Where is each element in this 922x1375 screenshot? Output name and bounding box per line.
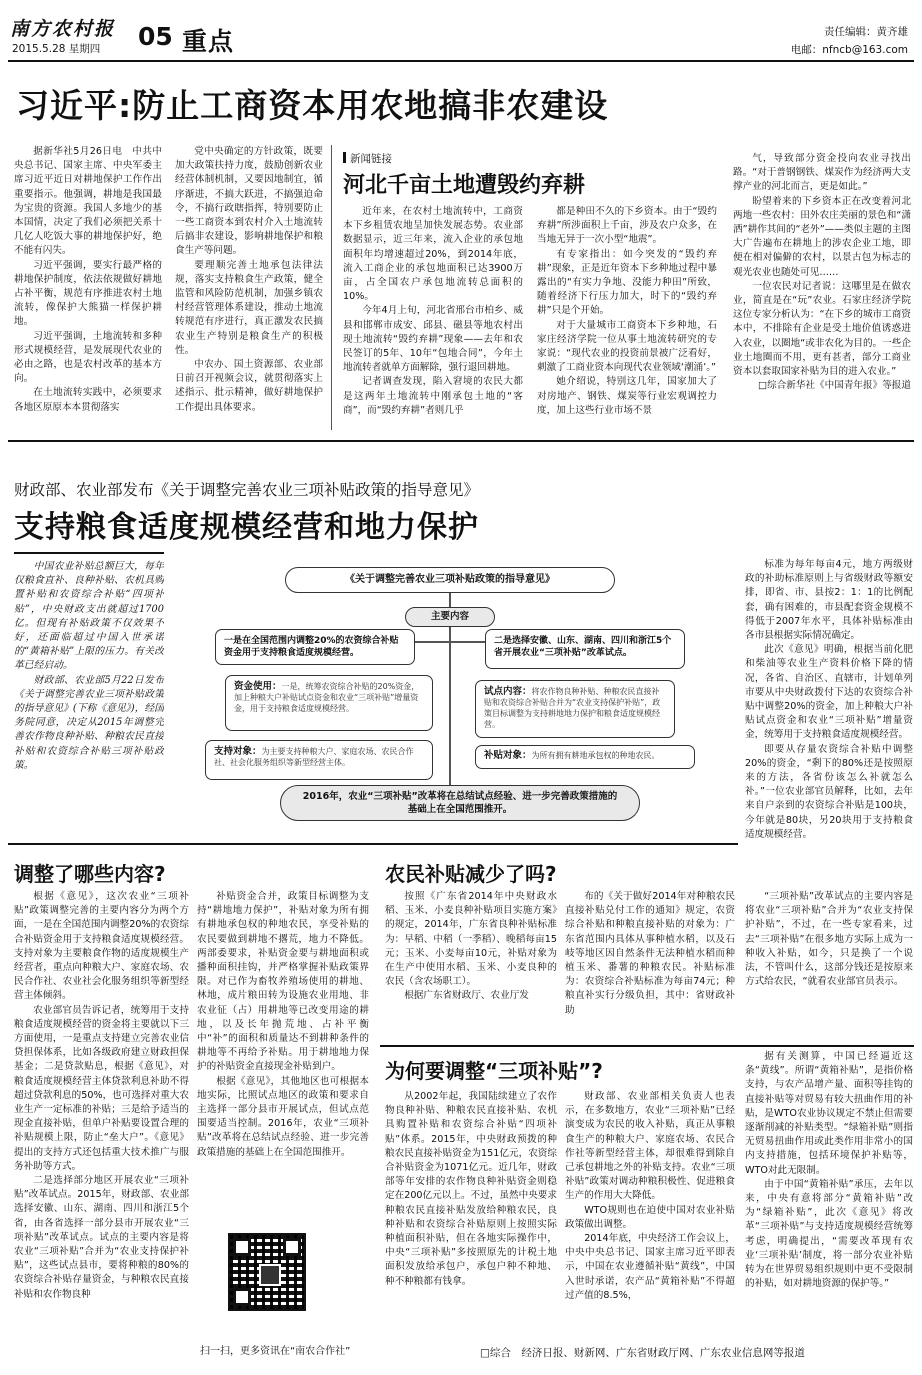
section-rule (8, 440, 914, 442)
diagram-bottom-text: 2016年，农业“三项补贴”改革将在总结试点经验、进一步完善政策措施的基础上在全国范围推开。 (302, 791, 618, 815)
lead-column-1 (14, 145, 162, 425)
paragraph: 按照《广东省2014年中央财政水稻、玉米、小麦良种补贴项目实施方案》的规定，2014年，广东省良种补贴标准为：早稻、中稻（一季稻）、晚稻每亩15元；玉米、小麦每亩10元，补贴对象为在生产中使用水稻、玉米、小麦良种的农民（含农场职工）。 (385, 891, 557, 988)
box-target-text: 为主要支持种粮大户、家庭农场、农民合作社、社会化服务组织等新型经营主体。 (214, 747, 414, 767)
qr-finder (233, 1288, 251, 1306)
section-b-column-3 (745, 890, 913, 1040)
section-c-column-2 (565, 1090, 735, 1340)
qr-finder (233, 1238, 251, 1256)
sidebar-column-2 (537, 205, 717, 430)
paragraph: 2014年底，中央经济工作会议上，中央中央总书记、国家主席习近平即表示，中国在农业遵循补贴“黄线”，中国入世时承诺，农产品“黄箱补贴”不得超过产值的8.5%， (565, 1233, 735, 1301)
diagram-title: 《关于调整完善农业三项补贴政策的指导意见》 (285, 567, 615, 593)
paragraph: 中国农业补贴总额巨大，每年仅粮食直补、良种补贴、农机具购置补贴和农资综合补贴“四项补贴”，中央财政支出就超过1700亿。但现有补贴政策不仅效果不好，还面临超过中国入世承诺的“黄箱补贴”上限的压力。有关改革已经启动。 (14, 561, 164, 672)
paragraph: 她介绍说，特别这几年，国家加大了对房地产、钢铁、煤炭等行业宏观调控力度，加上这些行业市场不景 (537, 376, 717, 416)
paragraph: 此次《意见》明确，根据当前化肥和柴油等农业生产资料价格下降的情况，各省、自治区、直辖市，计划单列市要从中央财政拨付下达的农资综合补贴中调整20%的资金，加上种粮大户补贴试点资金和农业“三项补贴”增量资金，统筹用于支持粮食适度规模经营。 (745, 644, 913, 741)
feature-headline: 支持粮食适度规模经营和地力保护 (14, 510, 479, 545)
paragraph: 由于中国“黄箱补贴”承压，去年以来，中央有意将部分“黄箱补贴”改为“绿箱补贴”，此次《意见》将改革“三项补贴”与支持适度规模经营统筹考虑，明确提出，“需要改革现有农业‘三项补贴’制度，将一部分农业补贴转为在世界贸易组织规则中更不受限制的补贴，如对耕地资源的保护等。” (745, 1178, 913, 1290)
paragraph: WTO规则也在迫使中国对农业补贴政策做出调整。 (565, 1204, 735, 1230)
section-rule (8, 843, 738, 845)
paragraph: 记者调查发现，陷入窘境的农民大都是这两年土地流转中刚承包土地的“客商”，而“毁约弃耕”者则几乎 (343, 376, 523, 416)
paragraph: 今年4月上旬，河北省邢台市柏乡、威县和邯郸市成安、邱县、磁县等地农村出现土地流转“毁约弃耕”现象——去年和农民签订的5年、10年“包地合同”，今年土地流转者就单方面解除，强行退回耕地。 (343, 305, 523, 374)
section-a-column-1 (14, 890, 189, 1355)
paragraph: 近年来，在农村土地流转中，工商资本下乡租赁农地呈加快发展态势。农业部数据显示，近三年来，流入企业的承包地面积年均增速超过20%，到2014年底，流入工商企业的承包地面积已达3900万亩，占全国农户承包地流转总面积的10%。 (343, 206, 523, 303)
box-fund-use (225, 675, 433, 731)
box-main-text: 一是在全国范围内调整20%的农资综合补贴资金用于支持粮食适度规模经营。 (224, 636, 399, 658)
bar-marker (343, 152, 346, 163)
box-main-content (215, 629, 415, 665)
source-credit: □综合新华社《中国青年报》等报道 (758, 380, 911, 392)
section-c-headline: 为何要调整“三项补贴”? (385, 1059, 603, 1083)
lead-box-top-rule (14, 552, 164, 554)
box-pilot-provinces (485, 629, 685, 669)
paragraph: 即要从存量农资综合补贴中调整20%的资金，“剩下的80%还是按照原来的方法，各省份该怎么补就怎么补。”一位农业部官员解释，比如，去年来自户亲到的农资综合补贴是100块，今年就是80块，另20块用于支持粮食适度规模经营。 (745, 743, 913, 840)
page-number: 05 (138, 22, 173, 51)
paragraph: 布的《关于做好2014年对种粮农民直接补贴兑付工作的通知》规定，农资综合补贴和种粮直接补贴的对象为：广东省范围内具体从事种植水稻，以及石岐等地区因自然条件无法种植水稻而种植玉米、番薯的种粮农民。补贴标准为：农资综合补贴标准为每亩74元；种粮直补实行分级负担，其中：省财政补助 (565, 891, 735, 1016)
box-object-text: 为所有拥有耕地承包权的种地农民。 (531, 751, 660, 760)
box-subsidy-object (475, 745, 695, 769)
paragraph: 据新华社5月26日电 中共中央总书记、国家主席、中央军委主席习近平近日对耕地保护工作作出重要指示。他强调，耕地是我国最为宝贵的资源。我国人多地少的基本国情，决定了我们必须把关系十几亿人吃饭大事的耕地保护好，绝不能有闪失。 (14, 146, 162, 257)
column-divider (331, 145, 332, 430)
box-pilot-content (475, 680, 675, 738)
footer-credit: □综合 经济日报、财新网、广东省财政厅网、广东农业信息网等报道 (480, 1347, 805, 1359)
paragraph: 根据广东省财政厅、农业厅发 (404, 990, 529, 1002)
diagram-center-label: 主要内容 (405, 607, 495, 627)
section-name: 重点 (182, 27, 235, 56)
section-a-column-2 (197, 890, 369, 1215)
editor-credit: 责任编辑：黄齐雄 (824, 26, 908, 38)
box-content-label: 试点内容： (484, 686, 532, 697)
sidebar-column-3 (733, 152, 911, 432)
paragraph: 都是种田不久的下乡资本。由于“毁约弃耕”所涉面积上千亩，涉及农户众多，在当地无异于一次小型“地震”。 (537, 206, 717, 246)
paragraph: 要理顺完善土地承包法律法规，落实支持粮食生产政策，健全监管和风险防范机制，加强乡镇农村经营管理体系建设，推动土地流转规范有序进行，真正激发农民搞农业生产特别是粮食生产的积极性。 (175, 259, 323, 356)
paragraph: 财政部、农业部相关负责人也表示，在多数地方，农业“三项补贴”已经演变成为农民的收入补贴，真正从事粮食生产的种粮大户、家庭农场、农民合作社等新型经营主体，却很难得到除自己承包耕地之外的补贴支持。农业“三项补贴”政策对调动种粮积极性、促进粮食生产的作用大大降低。 (565, 1091, 735, 1202)
paragraph: 补贴资金合并，政策目标调整为支持“耕地地力保护”，补贴对象为所有拥有耕地承包权的种地农民，享受补贴的农民要做到耕地不撂荒，地力不降低。两部委要求，补贴资金要与耕地面积或播种面积挂钩，并严格掌握补贴政策界限。对已作为畜牧养殖场使用的耕地、林地，成片粮田转为设施农业用地、非农业征（占）用耕地等已改变用途的耕地，以及长年抛荒地、占补平衡中“补”的面积和质量达不到耕种条件的耕地等不再给予补贴。用于耕地地力保护的补贴资金直接现金补贴到户。 (197, 891, 369, 1073)
box-fund-text: 一是，统筹农资综合补贴的20%资金，加上种粮大户补贴试点资金和农业“三项补贴”增量资金，用于支持粮食适度规模经营。 (234, 682, 420, 713)
paragraph: 根据《意见》，其他地区也可根据本地实际，比照试点地区的政策和要求自主选择一部分县市开展试点，但试点范围要适当控制。2016年，农业“三项补贴”改革将在总结试点经验、进一步完善政策措施的基础上在全国范围推开。 (197, 1075, 369, 1158)
paragraph: 一位农民对记者说：这哪里是在做农业，简直是在“玩”农业。石家庄经济学院这位专家分析认为：“在下乡的城市工商资本中，不排除有企业是受土地价值诱惑进入农业，以圈地“或非农化为目的。一些企业土地圈而不用，更有甚者，部分工商业资本以套取国家补贴为目的进入农业。” (733, 280, 911, 378)
masthead-rule (8, 60, 914, 62)
sidebar-headline: 河北千亩土地遭毁约弃耕 (343, 173, 586, 198)
masthead-date: 2015.5.28 星期四 (12, 43, 101, 55)
paragraph: 习近平强调，土地流转和多种形式规模经营，是发展现代农业的必由之路，也是农村改革的基本方向。 (14, 330, 162, 385)
lead-headline: 习近平:防止工商资本用农地搞非农建设 (16, 86, 609, 125)
paragraph: 对于大量城市工商资本下乡种地，石家庄经济学院一位从事土地流转研究的专家说：“现代农业的投资前景被广泛看好，刺激了工商业资本向现代农业领域‘潮涌’。” (537, 319, 717, 374)
box-target-label: 支持对象： (214, 746, 262, 757)
section-b-column-1 (385, 890, 557, 1055)
paragraph: 根据《意见》，这次农业“三项补贴”政策调整完善的主要内容分为两个方面，一是在全国范围内调整20%的农资综合补贴资金用于支持粮食适度规模经营。支持对象为主要粮食作物的适度规模生产经营者，重点向种粮大户、家庭农场、农民合作社、农业社会化服务组织等新型经营主体倾斜。 (14, 891, 189, 1002)
connector (449, 627, 451, 787)
connector (449, 593, 451, 607)
feature-lead (14, 560, 164, 800)
feature-kicker: 财政部、农业部发布《关于调整完善农业三项补贴政策的指导意见》 (14, 481, 480, 499)
paragraph: 从2002年起，我国陆续建立了农作物良种补贴、种粮农民直接补贴、农机具购置补贴和农资综合补贴“四项补贴”体系。2015年，中央财政预拨的种粮农民直接补贴资金为151亿元，农资综合补贴资金为1071亿元。近几年，财政部等年安排的农作物良种补贴资金则稳定在200亿元以上。不过，虽然中央要求种粮农民直接补贴发放给种粮农民，良种补贴和农资综合补贴原则上按照实际种植面积补贴，但在各地实际操作中，中央“三项补贴”多按照原先的计税土地面积发放给承包户，承包户种不种地、种不种粮都有钱拿。 (385, 1091, 557, 1287)
paragraph: 气，导致部分资金投向农业寻找出路。“对于普钢钢铁、煤炭作为经济两大支撑产业的河北而言，更是如此。” (733, 153, 911, 193)
box-support-target (205, 740, 433, 780)
policy-diagram (175, 555, 731, 825)
sidebar-label (343, 151, 392, 166)
section-c-column-3 (745, 1050, 913, 1340)
box-pilot-text: 二是选择安徽、山东、湖南、四川和浙江5个省开展农业“三项补贴”改革试点。 (494, 636, 672, 658)
masthead-logo: 南方农村报 (10, 18, 116, 40)
section-b-headline: 农民补贴减少了吗? (385, 862, 557, 886)
paragraph: 中农办、国土资源部、农业部日前召开视频会议，就贯彻落实上述指示、批示精神，做好耕地保护工作提出具体要求。 (175, 359, 323, 413)
paragraph: 农业部官员告诉记者，统筹用于支持粮食适度规模经营的资金将主要就以下三方面使用，一是重点支持建立完善农业信贷担保体系，比如各级政府建立财政担保基金；二是贷款贴息，根据《意见》，对粮食适度规模经营主体贷款利息补助不得超过贷款利息的50%，也可选择对重大农业生产一定标准的补贴；三是给予适当的现金直接补贴，但单户补贴要设置合理的补贴规模上限，防止“垒大户”。《意见》提出的支持方式还包括重大技术推广与服务补助等方式。 (14, 1004, 189, 1172)
paragraph: 标准为每年每亩4元，地方两级财政的补助标准原则上与省级财政等额安排，即省、市、县按2：1：1的比例配套，确有困难的，市县配套资金规模不得低于2007年水平，具体补贴标准由各市县根据实际情况确定。 (745, 559, 913, 642)
sidebar-label-text: 新闻链接 (350, 153, 392, 165)
paragraph: “三项补贴”改革试点的主要内容是将农业“三项补贴”合并为“农业支持保护补贴”，不过，在一些专家看来，过去“三项补贴”在很多地方实际上成为一种收入补贴，如今，只是换了一个说法，不管叫什么，这部分钱还是按原来方式给农民，“就看农业部官员表示。 (745, 891, 913, 988)
qr-logo (259, 1264, 281, 1286)
paragraph: 盼望着来的下乡资本正在改变着河北两地一些农村：田外农庄美丽的景色和“潇洒”耕作其间的“老外”——类似主题的主图大广告遍布在耕地上的涉农企业工地，即便在相对偏僻的农村，以景古包为标志的观光农业也随处可见…… (733, 195, 911, 278)
qr-code-icon[interactable] (228, 1233, 306, 1311)
qr-finder (283, 1238, 301, 1256)
lead-column-2 (175, 145, 323, 425)
paragraph: 习近平强调，要实行最严格的耕地保护制度，依法依规做好耕地占补平衡，规范有序推进农村土地流转，像保护大熊猫一样保护耕地。 (14, 259, 162, 328)
diagram-bottom (280, 785, 640, 821)
paragraph: 财政部、农业部5月22日发布《关于调整完善农业三项补贴政策的指导意见》(下称《意见》)，经国务院同意，决定从2015年调整完善农作物良种补贴、种粮农民直接补贴和农资综合补贴三项补贴政策。 (14, 674, 164, 771)
paragraph: 在土地流转实践中，必须要求各地区原原本本贯彻落实 (14, 387, 162, 413)
paragraph: 二是选择部分地区开展农业“三项补贴”改革试点。2015年，财政部、农业部选择安徽、山东、湖南、四川和浙江5个省，由各省选择一部分县市开展农业“三项补贴”改革试点。试点的主要内容是将农业“三项补贴”合并为“农业支持保护补贴”，这些试点县市，要将种粮的80%的农资综合补贴存量资金，与种粮农民直接补贴和农作物良种 (14, 1175, 189, 1300)
feature-right-column (745, 558, 913, 858)
paragraph: 据有关测算，中国已经逼近这条“黄线”。所谓“黄箱补贴”，是指价格支持，与农产品增产量、面积等挂钩的直接补贴等对贸易有较大扭曲作用的补贴，是WTO农业协议规定不禁止但需要逐渐削减的补贴类型。“绿箱补贴”则指无贸易扭曲作用或此类作用非常小的国内支持措施，包括环境保护补贴等，WTO对此无限制。 (745, 1051, 913, 1176)
section-b-column-2 (565, 890, 735, 1055)
section-c-column-1 (385, 1090, 557, 1340)
qr-caption: 扫一扫，更多资讯在“南农合作社” (200, 1346, 351, 1357)
paragraph: 有专家指出：如今突发的“毁约弃耕”现象，正是近年资本下乡种地过程中暴露出的“有实力争地、没能力种田”所致，随着经济下行压力加大，时下的“毁约弃耕”只是个开始。 (537, 248, 717, 317)
paragraph: 党中央确定的方针政策，既要加大政策扶持力度，鼓励创新农业经营体制机制，又要因地制宜，循序渐进，不搞大跃进，不搞强迫命令，不搞行政瞎指挥，特别要防止一些工商资本到农村介入土地流转后搞非农建设，影响耕地保护和粮食生产等问题。 (175, 146, 323, 257)
box-object-label: 补贴对象： (484, 750, 532, 761)
editor-email: 电邮：nfncb@163.com (790, 44, 908, 56)
section-a-headline: 调整了哪些内容? (14, 862, 166, 886)
box-fund-label: 资金使用： (234, 681, 282, 692)
sidebar-column-1 (343, 205, 523, 430)
section-rule (380, 1045, 914, 1047)
box-content-text: 将农作物良种补贴、种粮农民直接补贴和农资综合补贴合并为“农业支持保护补贴”，政策目标调整为支持耕地地力保护和粮食适度规模经营。 (484, 687, 661, 729)
